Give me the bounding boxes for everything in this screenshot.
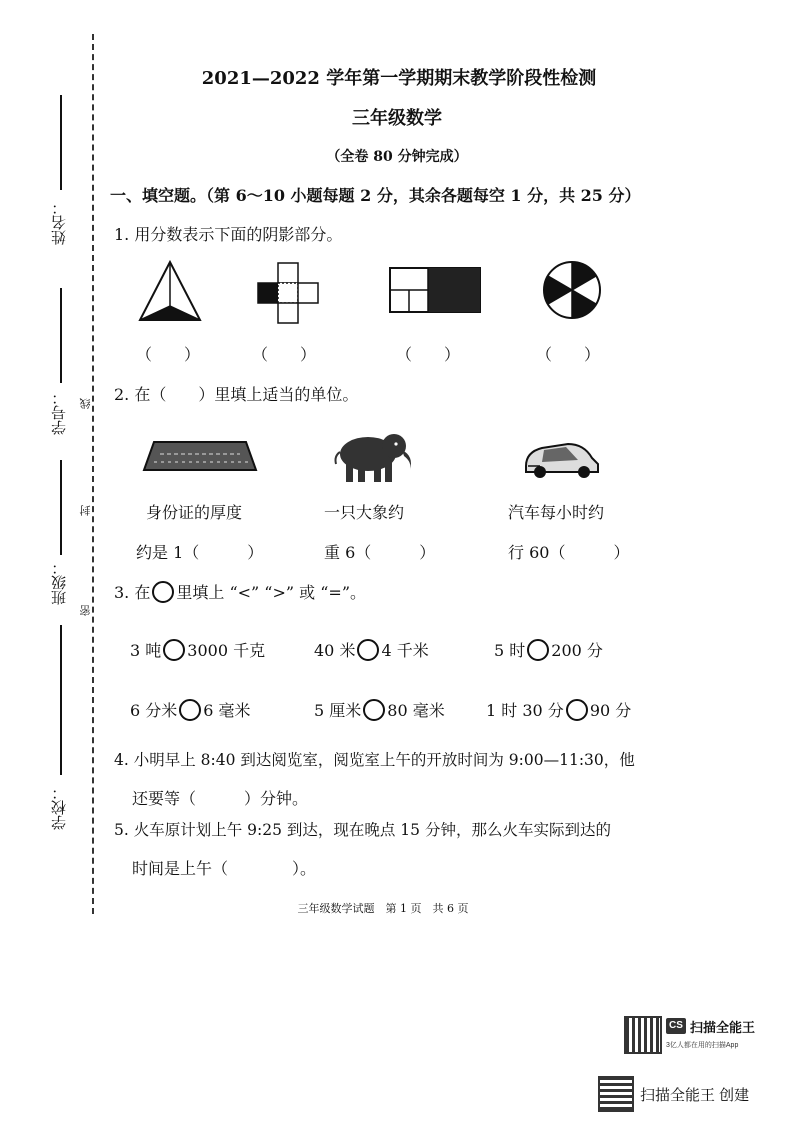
q3-row1-item-3 [494, 638, 603, 661]
q3-text-post: 里填上 “<” “>” 或 “=”。 [176, 583, 367, 602]
q1-answer-blank-3[interactable]: （ ） [396, 345, 461, 364]
seal-char-feng: 封 [79, 505, 92, 516]
compare-circle[interactable] [527, 639, 549, 661]
school-line [60, 625, 62, 775]
q1-answer-blank-4[interactable]: （ ） [536, 345, 601, 364]
binding-margin-dashed-line [92, 34, 94, 914]
q1-answer-blank-2[interactable]: （ ） [252, 345, 317, 364]
page-footer: 三年级数学试题 第 1 页 共 6 页 [297, 902, 469, 915]
student-id-line [60, 288, 62, 383]
compare-circle[interactable] [566, 699, 588, 721]
scanner-app-tagline: 3亿人都在用的扫描App [666, 1042, 739, 1049]
q2-item-3-blank[interactable]: 行 60（ ） [508, 543, 630, 562]
q3-row1-item-1 [130, 638, 265, 661]
q3-row1-item-2 [314, 638, 429, 661]
q3-left-value: 1 时 30 分 [486, 701, 564, 720]
q1-answer-blank-1[interactable]: （ ） [136, 345, 201, 364]
q3-right-value: 6 毫米 [203, 701, 251, 720]
class-label: 班级： [50, 560, 68, 605]
q5-line-2[interactable]: 时间是上午（ ）。 [132, 859, 317, 878]
q3-text-pre: 3. 在 [114, 583, 151, 602]
q3-right-value: 80 毫米 [387, 701, 445, 720]
q3-right-value: 90 分 [589, 701, 632, 720]
school-label: 学校： [50, 785, 68, 830]
q3-row2-item-3 [486, 698, 631, 721]
circle-icon [152, 581, 174, 603]
q3-left-value: 5 时 [494, 641, 526, 660]
student-id-label: 学号： [50, 390, 68, 435]
elephant-image [330, 426, 420, 484]
triangle-figure [140, 262, 200, 320]
qr-code-icon [624, 1016, 662, 1054]
compare-circle[interactable] [163, 639, 185, 661]
q3-left-value: 3 吨 [130, 641, 162, 660]
cs-logo-icon: CS [666, 1018, 686, 1034]
q4-line-1: 4. 小明早上 8:40 到达阅览室，阅览室上午的开放时间为 9:00—11:30，他 [114, 751, 635, 769]
q3-text [114, 580, 366, 603]
q3-left-value: 6 分米 [130, 701, 178, 720]
car-image [520, 436, 604, 480]
q2-item-2-blank[interactable]: 重 6（ ） [324, 543, 436, 562]
q3-right-value: 3000 千克 [187, 641, 266, 660]
q2-item-1-blank[interactable]: 约是 1（ ） [136, 543, 264, 562]
exam-subtitle: 三年级数学 [352, 108, 442, 129]
seal-char-xian: 线 [79, 398, 92, 409]
q2-item-2-label: 一只大象约 [324, 503, 405, 522]
q3-left-value: 40 米 [314, 641, 356, 660]
seal-char-mi: 密 [79, 605, 92, 616]
circle-figure [544, 262, 600, 318]
q3-row2-item-1 [130, 698, 251, 721]
compare-circle[interactable] [357, 639, 379, 661]
q1-text: 1. 用分数表示下面的阴影部分。 [114, 225, 343, 244]
exam-title: 2021—2022 学年第一学期期末教学阶段性检测 [201, 68, 597, 89]
q4-line-2[interactable]: 还要等（ ）分钟。 [132, 789, 309, 808]
qr-code-small-icon [598, 1076, 634, 1112]
q2-text: 2. 在（ ）里填上适当的单位。 [114, 385, 359, 404]
class-line [60, 460, 62, 555]
scanner-created-label: 扫描全能王 创建 [640, 1087, 750, 1104]
q3-row2-item-2 [314, 698, 445, 721]
q2-item-3-label: 汽车每小时约 [508, 503, 605, 522]
q3-left-value: 5 厘米 [314, 701, 362, 720]
id-card-image [140, 438, 260, 476]
section1-heading: 一、填空题。（第 6～10 小题每题 2 分，其余各题每空 1 分，共 25 分） [110, 186, 641, 205]
scanner-app-name: 扫描全能王 [690, 1020, 756, 1035]
q2-item-1-label: 身份证的厚度 [146, 503, 243, 522]
compare-circle[interactable] [363, 699, 385, 721]
q5-line-1: 5. 火车原计划上午 9:25 到达，现在晚点 15 分钟，那么火车实际到达的 [114, 821, 611, 839]
rectangle-grid-figure [390, 268, 480, 312]
exam-time-note: （全卷 80 分钟完成） [326, 149, 468, 165]
compare-circle[interactable] [179, 699, 201, 721]
cross-figure [258, 263, 318, 323]
name-label: 姓名： [50, 200, 68, 245]
q3-right-value: 200 分 [551, 641, 603, 660]
q3-right-value: 4 千米 [381, 641, 429, 660]
q1-figures [130, 258, 610, 328]
